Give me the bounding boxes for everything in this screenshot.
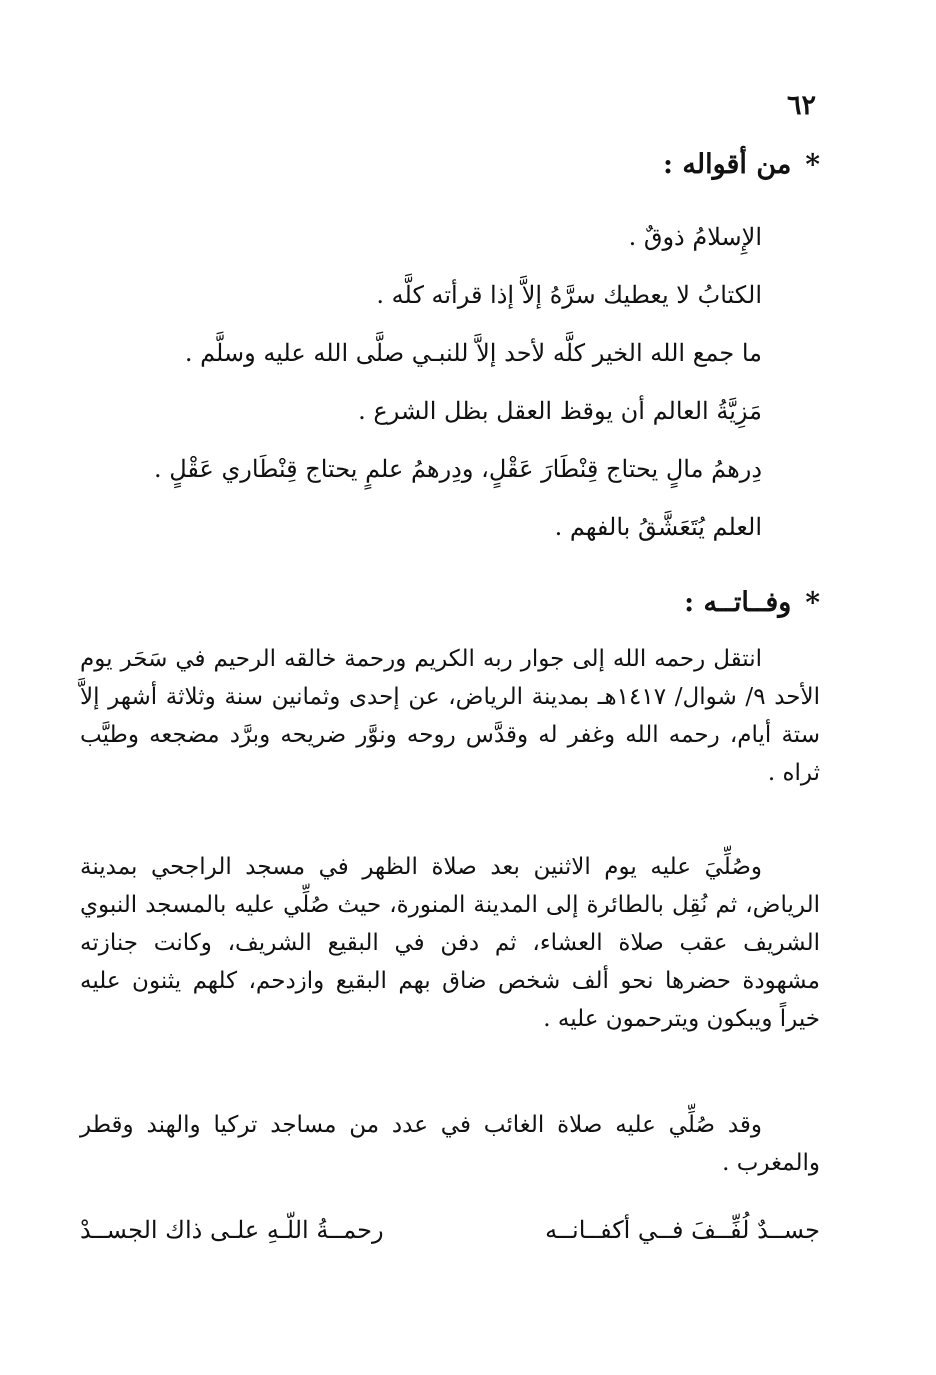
verse-first-hemistich: جســدٌ لُفِّــفَ فــي أكفــانــه: [545, 1216, 820, 1244]
death-heading-text: وفــاتــه :: [684, 587, 792, 618]
saying-item: الكتابُ لا يعطيك سرَّهُ إلاَّ إذا قرأته كلَّه .: [376, 281, 762, 309]
sayings-heading-text: من أقواله :: [663, 149, 792, 180]
verse-second-hemistich: رحمــةُ اللّـهِ علـى ذاك الجســدْ: [80, 1216, 384, 1244]
sayings-heading: [663, 148, 820, 181]
death-heading: [684, 586, 820, 619]
saying-item: دِرهمُ مالٍ يحتاج قِنْطَارَ عَقْلٍ، ودِرهمُ علمٍ يحتاج قِنْطَاري عَقْلٍ .: [153, 455, 762, 483]
saying-item: العلم يُتَعَشَّقُ بالفهم .: [554, 513, 762, 541]
paragraph: انتقل رحمه الله إلى جوار ربه الكريم ورحمة خالقه الرحيم في سَحَر يوم الأحد ٩/ شوال/ ١٤١٧هـ بمدينة الرياض، عن إحدى وثمانين سنة وثلاثة أشهر إلاَّ ستة أيام، رحمه الله وغفر له وقدَّس روحه ونوَّر ضريحه وبرَّد مضجعه وطيَّب ثراه .: [80, 646, 821, 786]
poetry-verse: [80, 1210, 820, 1250]
asterisk-icon: *: [805, 586, 820, 619]
saying-item: الإِسلامُ ذوقٌ .: [628, 223, 762, 251]
paragraph: وصُلِّيَ عليه يوم الاثنين بعد صلاة الظهر في مسجد الراجحي بمدينة الرياض، ثم نُقِل بالطائرة إلى المدينة المنورة، حيث صُلِّي عليه بالمسجد النبوي الشريف عقب صلاة العشاء، ثم دفن في البقيع الشريف، وكانت جنازته مشهودة حضرها نحو ألف شخص ضاق بهم البقيع وازدحم، كلهم يثنون عليه خيراً ويبكون ويترحمون عليه .: [80, 854, 821, 1032]
page-number: ٦٢: [786, 90, 816, 121]
saying-item: مَزِيَّةُ العالم أن يوقظ العقل بظل الشرع .: [358, 397, 762, 425]
saying-item: ما جمع الله الخير كلَّه لأحد إلاَّ للنبـي صلَّى الله عليه وسلَّم .: [184, 339, 762, 367]
asterisk-icon: *: [805, 148, 820, 181]
paragraph: وقد صُلِّي عليه صلاة الغائب في عدد من مساجد تركيا والهند وقطر والمغرب .: [80, 1112, 820, 1176]
sayings-list: [154, 208, 762, 556]
book-page: [80, 0, 820, 1375]
